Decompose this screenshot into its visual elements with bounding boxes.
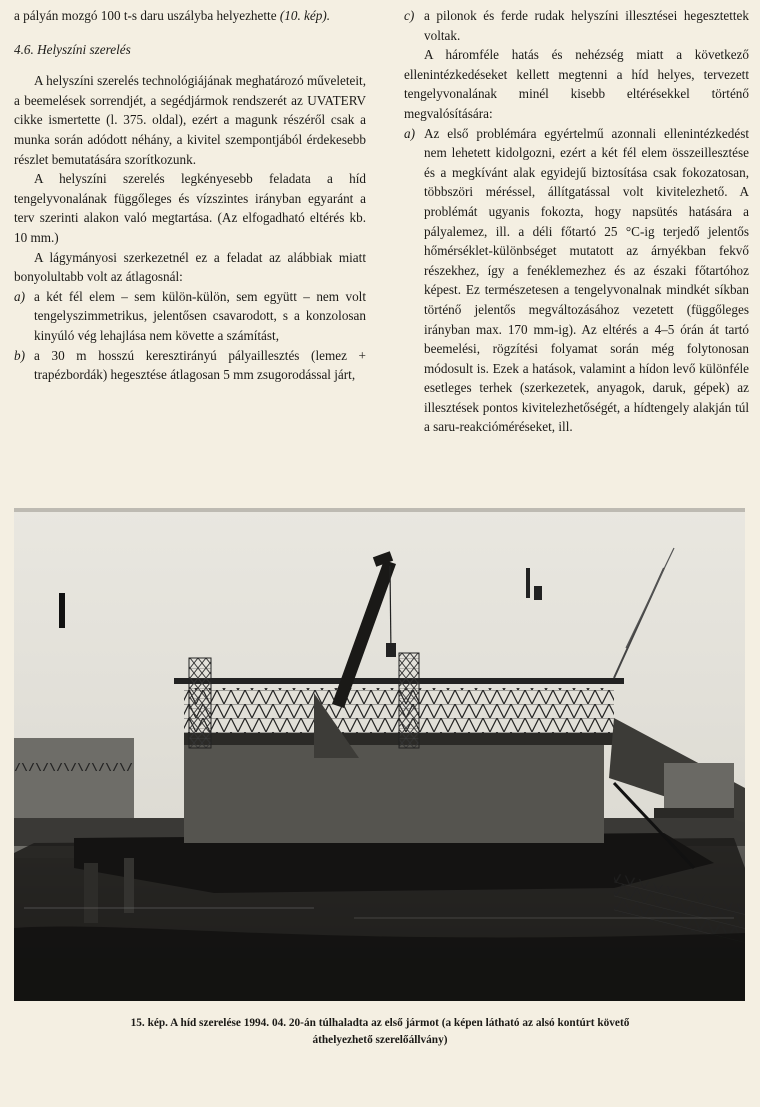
list-item-text: Az első problémára egyértelmű azonnali ellenintézkedést nem lehetett kidolgozni, ezért a két fél elem összeillesztése és a megkívánt alak egyidejű biztosítása csak fokozatosan, többszöri méréssel, állítgatással volt kivitelezhető. A problémát ugyanis fokozta, hogy napsütés hatására a pályalemez, ill. a déli főtartó 25 °C-ig terjedő jelentős hőmérséklet-különbséget mutatott az árnyékban fekvő részekhez, így a fenéklemezhez és az északi főtartóhoz képest. Ez természetesen a tengelyvonalnak mindkét síkban történő jelentős megváltozásához vezetett (függőleges irányban max. 170 mm-ig). Az eltérés a 4–5 órán át tartó beemelési, rögzítési folyamat során még folytonosan módosult is. Ezek a hatások, valamint a hídon levő különféle esetleges terhek (szerkezetek, anyagok, daruk, gépek) az illesztések pontos kivitelezhetőségét, a hídtengely alakján túl a saru-reakcióméréseket, ill. <box>424 125 749 435</box>
caption-line: 15. kép. A híd szerelése 1994. 04. 20-án túlhaladta az első jármot (a képen látható az alsó kontúrt követő <box>130 1017 630 1029</box>
list-marker: a) <box>14 288 25 304</box>
list-item-text: a pilonok és ferde rudak helyszíni illesztései hegesztettek voltak. <box>424 8 749 43</box>
list-item <box>404 6 749 45</box>
list-item <box>14 346 366 385</box>
list-marker: a) <box>404 125 415 141</box>
right-column <box>404 6 749 437</box>
paragraph: A helyszíni szerelés legkényesebb feladata a híd tengelyvonalának függőleges és vízszintes irányban egyaránt a terv szerinti alakon való megtartása. (Az elfogadható eltérés kb. 10 mm.) <box>14 171 366 245</box>
paragraph: A háromféle hatás és nehézség miatt a következő ellenintézkedéseket kellett megtenni a híd helyes, tervezett tengelyvonalának minél kisebb eltérésekkel történő megvalósítására: <box>404 47 749 121</box>
paragraph: A lágymányosi szerkezetnél ez a feladat az alábbiak miatt bonyolultabb volt az átlagosnál: <box>14 249 366 285</box>
paragraph-continuation: a pályán mozgó 100 t-s daru uszályba helyezhette (10. kép). <box>14 8 331 23</box>
figure-caption <box>20 1015 740 1049</box>
figure-reference: (10. kép). <box>279 8 331 23</box>
list-item <box>404 124 749 438</box>
list-marker: c) <box>404 8 415 23</box>
section-heading: 4.6. Helyszíni szerelés <box>14 41 131 57</box>
list-item <box>14 287 366 346</box>
left-column <box>14 6 366 385</box>
list-item-text: a 30 m hosszú keresztirányú pályaillesztés (lemez + trapézbordák) hegesztése átlagosan 5 mm zsugorodással járt, <box>34 347 366 383</box>
list-marker: b) <box>14 347 25 363</box>
caption-line: áthelyezhető szerelőállvány) <box>312 1034 448 1046</box>
list-item-text: a két fél elem – sem külön-külön, sem együtt – nem volt tengelyszimmetrikus, jelentősen csavarodott, s a konzolosan kinyúló vég lehajlása nem követte a számítást, <box>34 288 366 343</box>
paragraph: A helyszíni szerelés technológiájának meghatározó műveleteit, a beemelések sorrendjét, a segédjármok rendszerét az UVATERV cikke ismertette (l. 375. oldal), ezért a magunk részéről csak a munka során adódott néhány, a kivitel szempontjából érdekesebb részlet bemutatására szorítkozunk. <box>14 73 366 167</box>
bridge-construction-photo <box>14 508 745 1001</box>
